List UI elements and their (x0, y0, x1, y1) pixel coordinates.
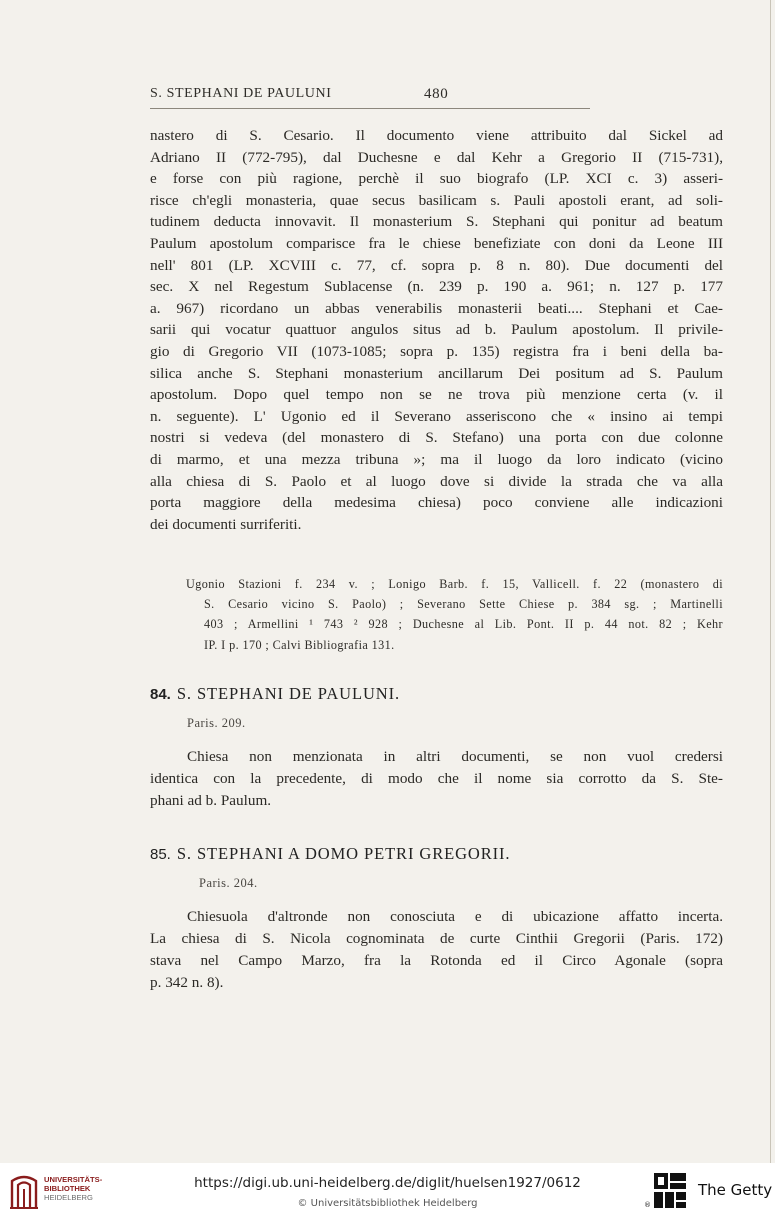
copyright-notice: © Universitätsbibliothek Heidelberg (297, 1198, 478, 1209)
body-line: sarii qui vocatur quattuor angulos situs ad b. Paulum apostolum. Il privile- (150, 321, 723, 339)
section-85-text (150, 906, 723, 994)
section-line: stava nel Campo Marzo, fra la Rotonda ed il Circo Agonale (sopra (150, 952, 723, 969)
body-line: sec. X nel Regestum Sublacense (n. 239 p. 190 a. 961; n. 127 p. 177 (150, 278, 723, 296)
registered-mark: ® (644, 1201, 651, 1209)
body-line: di marmo, et una mezza tribuna »; ma il luogo da loro indicato (vicino (150, 450, 723, 468)
note-line: Ugonio Stazioni f. 234 v. ; Lonigo Barb. f. 15, Vallicell. f. 22 (monastero di (186, 577, 723, 591)
section-85-source: Paris. 204. (199, 876, 258, 890)
body-line: Adriano II (772-795), dal Duchesne e dal Kehr a Gregorio II (715-731), (150, 148, 723, 166)
running-head-title: S. STEPHANI DE PAULUNI (150, 86, 332, 101)
body-line: nell' 801 (LP. XCVIII c. 77, cf. sopra p. 8 n. 80). Due documenti del (150, 256, 723, 274)
section-line: Chiesa non menzionata in altri documenti, se non vuol credersi (187, 748, 723, 765)
library-name-line: BIBLIOTHEK (44, 1184, 91, 1193)
bibliography-note (186, 574, 723, 655)
body-line: nastero di S. Cesario. Il documento viene attribuito dal Sickel ad (150, 127, 723, 144)
body-line: dei documenti surriferiti. (150, 515, 302, 533)
body-line: gio di Gregorio VII (1073-1085; sopra p. 135) registra fra i beni della ba- (150, 342, 723, 360)
body-line: n. seguente). L' Ugonio ed il Severano asseriscono che « insino ai tempi (150, 407, 723, 425)
section-line: phani ad b. Paulum. (150, 792, 272, 809)
body-line: Paulum apostolum comparisce fra le chiese benefiziate con doni da Leone III (150, 234, 723, 252)
body-line: e forse con più ragione, perchè il suo biografo (LP. XCI c. 3) asseri- (150, 170, 723, 188)
page-number: 480 (424, 86, 449, 102)
body-line: alla chiesa di S. Paolo et al luogo dove si divide la strada che va alla (150, 472, 723, 490)
section-number: 84. (150, 686, 171, 703)
section-84-heading (150, 684, 400, 704)
section-84-source: Paris. 209. (187, 716, 246, 730)
body-line: porta maggiore della medesima chiesa) poco conviene alle indicazioni (150, 494, 723, 512)
section-line: identica con la precedente, di modo che il nome sia corrotto da S. Ste- (150, 770, 723, 787)
body-line: silica anche S. Stephani monasterium ancillarum Dei positum ad S. Paulum (150, 364, 723, 382)
section-line: La chiesa di S. Nicola cognominata de curte Cinthii Gregorii (Paris. 172) (150, 930, 723, 947)
body-line: a. 967) ricordano un abbas venerabilis monasterii beati.... Stephani et Cae- (150, 299, 723, 317)
note-line: 403 ; Armellini ¹ 743 ² 928 ; Duchesne al Lib. Pont. II p. 44 not. 82 ; Kehr (204, 617, 723, 632)
section-number: 85. (150, 846, 171, 863)
body-paragraph (150, 125, 723, 535)
body-line: nostri si vedeva (del monastero di S. Stefano) una porta con due colonne (150, 429, 723, 447)
body-line: apostolum. Dopo quel tempo non se ne trova più menzione certa (v. il (150, 386, 723, 404)
getty-logo-icon (652, 1171, 688, 1211)
page-edge (770, 0, 771, 1163)
note-line: IP. I p. 170 ; Calvi Bibliografia 131. (204, 637, 395, 652)
library-name-line: HEIDELBERG (44, 1193, 93, 1202)
permalink-url[interactable]: https://digi.ub.uni-heidelberg.de/diglit/huelsen1927/0612 (194, 1175, 581, 1191)
running-head (150, 86, 590, 109)
viewer-footer (0, 1163, 775, 1219)
note-line: S. Cesario vicino S. Paolo) ; Severano Sette Chiese p. 384 sg. ; Martinelli (204, 597, 723, 612)
section-title: S. STEPHANI A DOMO PETRI GREGORII. (176, 844, 511, 863)
body-line: risce ch'egli monasteria, quae secus basilicam s. Pauli apostoli erant, ad soli- (150, 191, 723, 209)
section-line: p. 342 n. 8). (150, 974, 224, 991)
section-title: S. STEPHANI DE PAULUNI. (176, 684, 401, 703)
partner-name: The Getty (698, 1181, 773, 1199)
library-name-line: UNIVERSITÄTS- (44, 1175, 103, 1184)
body-line: tudinem deducta innovavit. Il monasterium S. Stephani qui ponitur ad beatum (150, 213, 723, 231)
section-85-heading (150, 844, 510, 864)
section-line: Chiesuola d'altronde non conosciuta e di ubicazione affatto incerta. (187, 908, 723, 925)
section-84-text (150, 746, 723, 812)
